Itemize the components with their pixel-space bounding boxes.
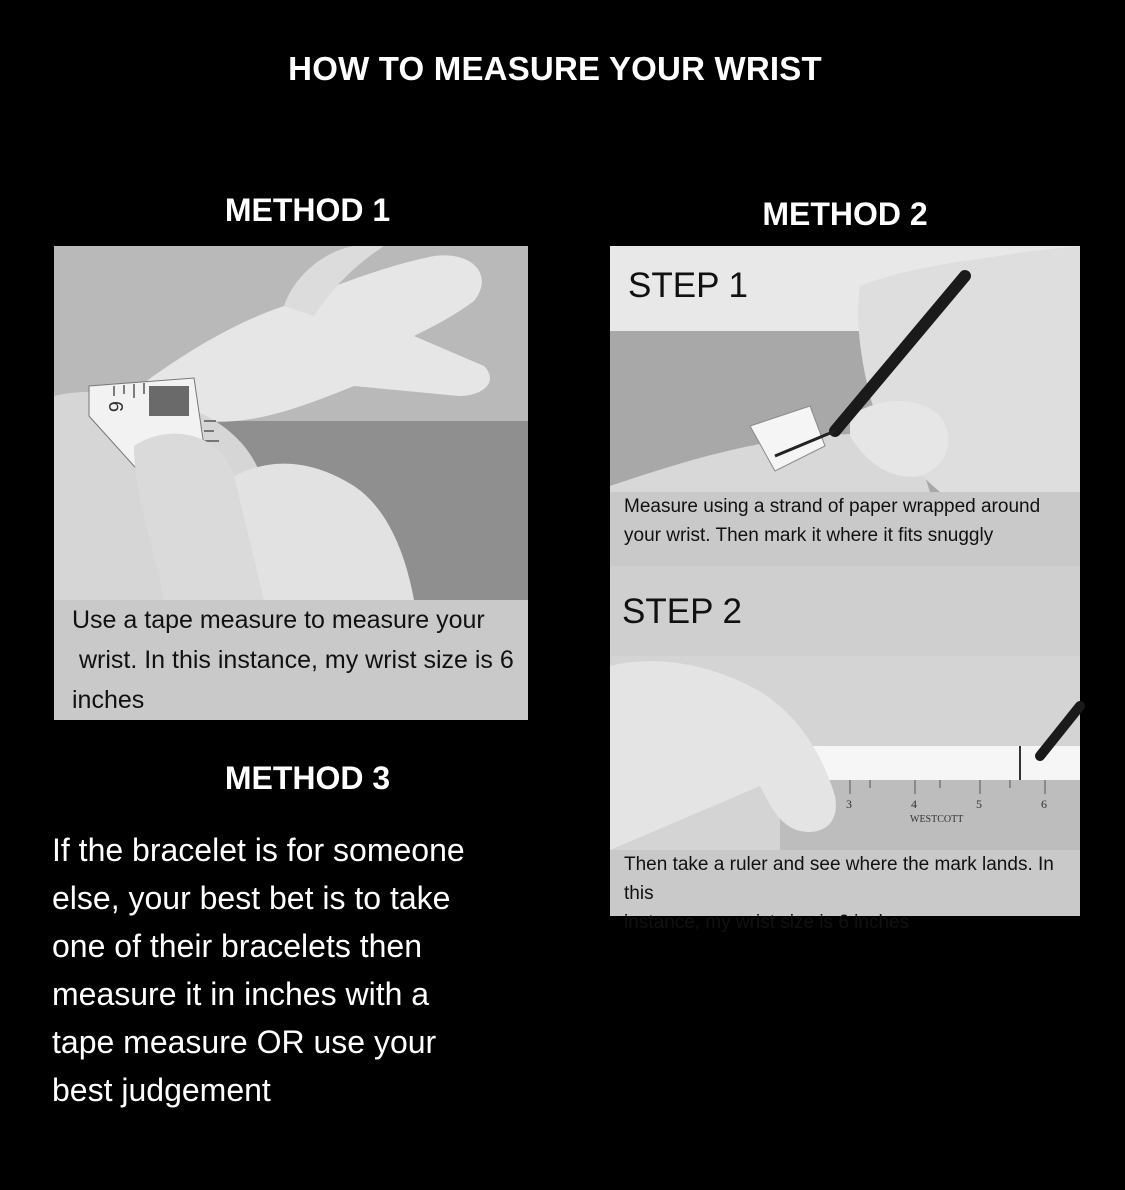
method-3-line: tape measure OR use your — [52, 1024, 437, 1060]
method-3-text — [52, 826, 552, 1114]
page-title: HOW TO MEASURE YOUR WRIST — [288, 50, 822, 87]
method-1-caption-line: wrist. In this instance, my wrist size is 6 — [72, 646, 514, 674]
step-1-caption-line: your wrist. Then mark it where it fits snuggly — [624, 525, 994, 546]
step-1-photo-panel — [610, 246, 1080, 566]
step-1-caption — [610, 492, 1080, 566]
method-1-photo-panel — [54, 246, 528, 720]
step-1-caption-line: Measure using a strand of paper wrapped around — [624, 496, 1041, 517]
step-2-caption-line: Then take a ruler and see where the mark lands. In this — [624, 854, 1054, 904]
method-2-heading: METHOD 2 — [762, 196, 928, 232]
step-2-label: STEP 2 — [622, 592, 742, 631]
method-1-caption-line: inches — [72, 686, 145, 714]
ruler-number: 5 — [976, 797, 982, 811]
method-1-caption-line: Use a tape measure to measure your — [72, 606, 485, 634]
ruler-number: 4 — [911, 797, 917, 811]
method-3-line: best judgement — [52, 1072, 271, 1108]
wrist-tape-photo-icon — [54, 246, 528, 600]
method-1-heading: METHOD 1 — [224, 192, 391, 228]
step-2-caption — [610, 850, 1080, 933]
method-3-line: measure it in inches with a — [52, 976, 430, 1012]
step-2-caption-line: instance, my wrist size is 6 inches — [624, 912, 910, 933]
ruler-brand: WESTCOTT — [910, 814, 964, 825]
tape-number: 6 — [104, 401, 126, 413]
step-2-photo-panel — [610, 566, 1080, 933]
ruler-number: 6 — [1041, 797, 1047, 811]
method-3-line: else, your best bet is to take — [52, 880, 451, 916]
step-1-label: STEP 1 — [628, 266, 748, 305]
method-3-line: one of their bracelets then — [52, 928, 423, 964]
method-3-heading: METHOD 3 — [224, 760, 391, 796]
method-3-line: If the bracelet is for someone — [52, 832, 465, 868]
method-1-caption — [54, 600, 528, 720]
ruler-number: 3 — [846, 797, 852, 811]
